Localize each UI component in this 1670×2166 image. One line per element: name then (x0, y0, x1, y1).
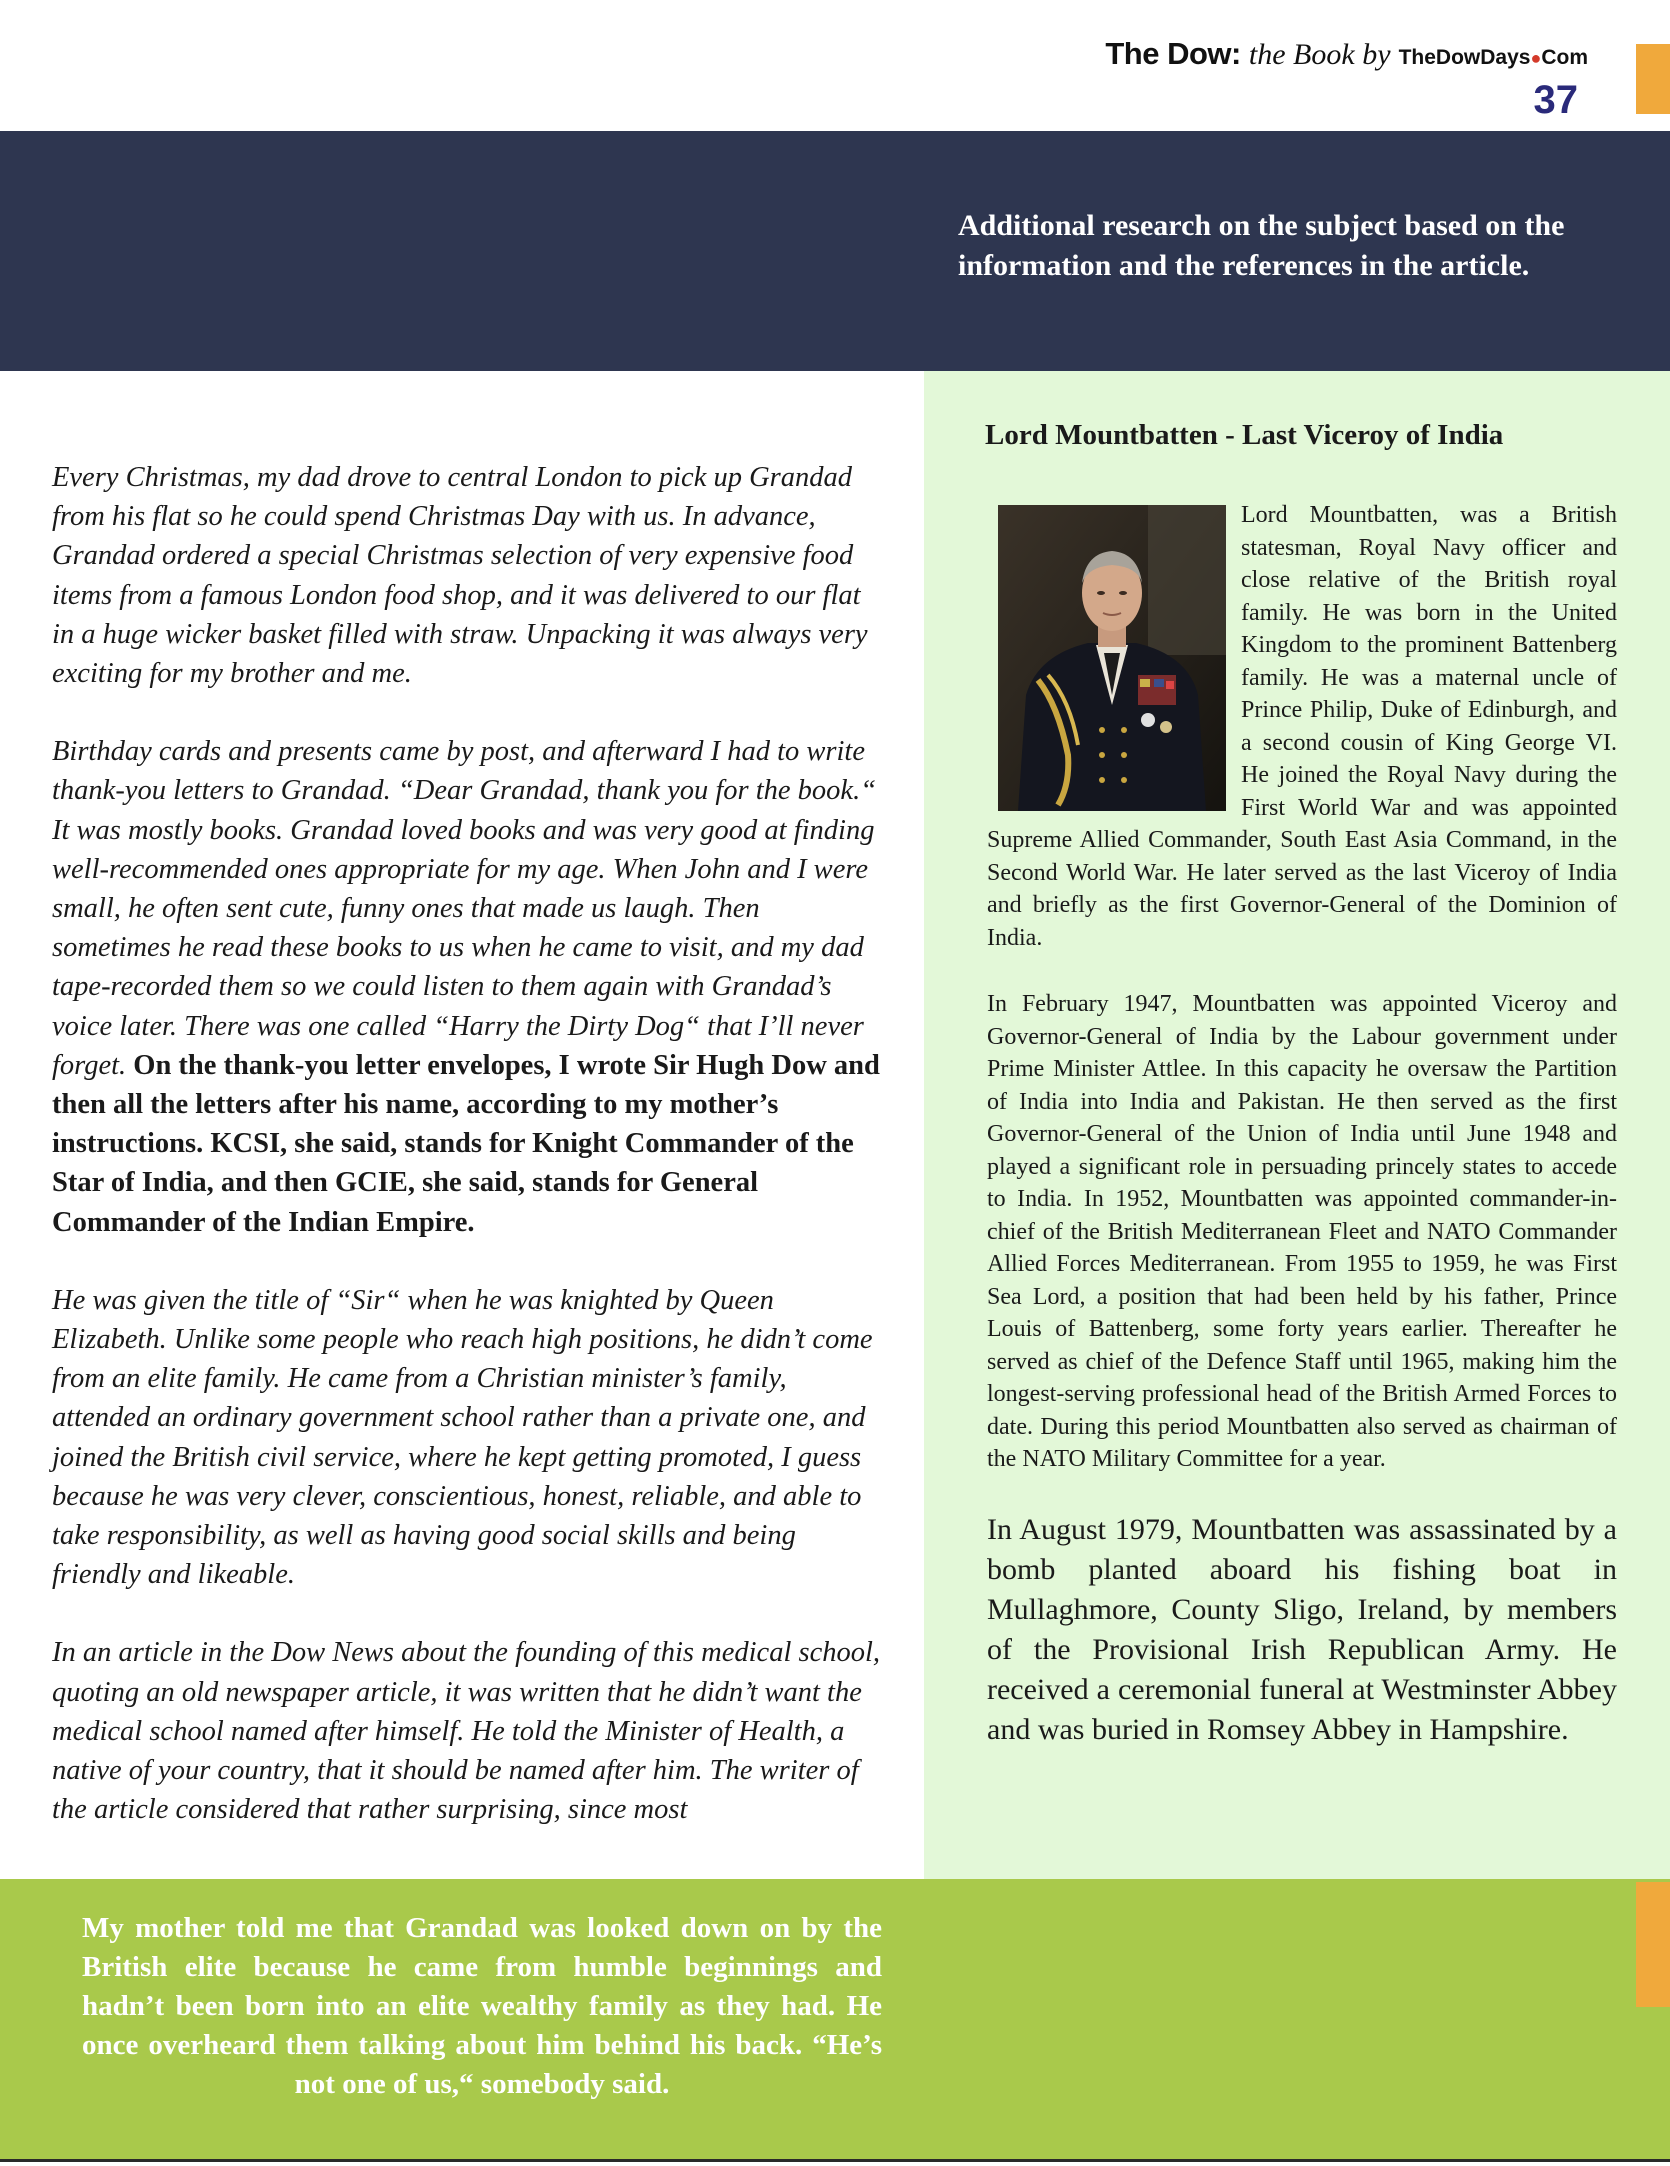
brand-subtitle: the Book by (1248, 38, 1391, 71)
brand-dot-icon: ● (1530, 48, 1542, 68)
pull-quote-band (0, 1879, 1670, 2159)
article-paragraph-3: He was given the title of “Sir“ when he was knighted by Queen Elizabeth. Unlike some people who reach high positions, he didn’t come from an elite family. He came from a Christian minister’s family, attended an ordinary government school rather than a private one, and joined the British civil service, where he kept getting promoted, I guess because he was very clever, conscientious, honest, reliable, and able to take responsibility, as well as having good social skills and being friendly and likeable. (52, 1284, 873, 1591)
research-banner (0, 131, 1670, 371)
page-number: 37 (1533, 78, 1578, 122)
pull-quote: My mother told me that Grandad was looked down on by the British elite because he came from humble beginnings and hadn’t been born into an elite wealthy family as they had. He once overheard them talking about him behind his back. “He’s not one of us,“ somebody said. (82, 1912, 882, 2100)
sidebar-title: Lord Mountbatten - Last Viceroy of India (985, 419, 1504, 451)
article-paragraph-4: In an article in the Dow News about the founding of this medical school, quoting an old newspaper article, it was written that he didn’t want the medical school named after himself. He told the Minister of Health, a native of your country, that it should be named after him. The writer of the article considered that rather surprising, since most (52, 1637, 881, 1826)
page-header (1105, 36, 1588, 123)
bottom-orange-tab (1636, 1882, 1670, 2007)
naval-officer-portrait-icon (998, 505, 1226, 811)
article-paragraph-2 (52, 732, 884, 1242)
brand-line (1105, 36, 1588, 72)
sidebar-paragraph-1: Lord Mountbatten, was a British statesman, Royal Navy officer and close relative of the British royal family. He was born in the United Kingdom to the prominent Battenberg family. He was a maternal uncle of Prince Philip, Duke of Edinburgh, and a second cousin of King George VI. He joined the Royal Navy during the First World War and was appointed Supreme Allied Commander, South East Asia Command, in the Second World War. He later served as the last Viceroy of India and briefly as the first Governor-General of the Dominion of India. (987, 502, 1617, 951)
sidebar-paragraph-2: In February 1947, Mountbatten was appointed Viceroy and Governor-General of India by the Labour government under Prime Minister Attlee. In this capacity he oversaw the Partition of India into India and Pakistan. He then served as the first Governor-General of the Union of India until June 1948 and played a significant role in persuading princely states to accede to India. In 1952, Mountbatten was appointed commander-in-chief of the British Mediterranean Fleet and NATO Commander Allied Forces Mediterranean. From 1955 to 1959, he was First Sea Lord, a position that had been held by his father, Prince Louis of Battenberg, some forty years earlier. Thereafter he served as chief of the Defence Staff until 1965, making him the longest-serving professional head of the British Armed Forces to date. During this period Mountbatten also served as chairman of the NATO Military Committee for a year. (987, 991, 1617, 1472)
banner-text: Additional research on the subject based on the information and the references in the article. (958, 209, 1565, 282)
top-orange-tab (1636, 44, 1670, 114)
bottom-rule (0, 2159, 1670, 2162)
brand-site (1399, 46, 1588, 69)
article-paragraph-1: Every Christmas, my dad drove to central London to pick up Grandad from his flat so he could spend Christmas Day with us. In advance, Grandad ordered a special Christmas selection of very expensive food items from a famous London food shop, and it was delivered to our flat in a huge wicker basket filled with straw. Unpacking it was always very exciting for my brother and me. (52, 462, 868, 690)
sidebar-paragraph-3: In August 1979, Mountbatten was assassinated by a bomb planted aboard his fishing boat in Mullaghmore, County Sligo, Ireland, by members of the Provisional Irish Republican Army. He received a ceremonial funeral at Westminster Abbey and was buried in Romsey Abbey in Hampshire. (987, 1512, 1617, 1746)
sidebar-panel (924, 371, 1670, 1879)
brand-site-suffix: Com (1541, 46, 1588, 69)
article-paragraph-2-italic: Birthday cards and presents came by post, and afterward I had to write thank-you letters to Grandad. “Dear Grandad, thank you for the book.“ It was mostly books. Grandad loved books and was very good at finding well-recommended ones appropriate for my age. When John and I were small, he often sent cute, funny ones that made us laugh. Then sometimes he read these books to us when he came to visit, and my dad tape-recorded them so we could listen to them again with Grandad’s voice later. There was one called “Harry the Dirty Dog“ that I’ll never forget. (52, 736, 877, 1081)
main-article (52, 458, 884, 1869)
brand-site-name: TheDowDays (1398, 46, 1531, 69)
brand-name: The Dow: (1105, 36, 1241, 71)
article-paragraph-2-bold: On the thank-you letter envelopes, I wrote Sir Hugh Dow and then all the letters after his name, according to my mother’s instructions. KCSI, she said, stands for Knight Commander of the Star of India, and then GCIE, she said, stands for General Commander of the Indian Empire. (52, 1049, 880, 1238)
